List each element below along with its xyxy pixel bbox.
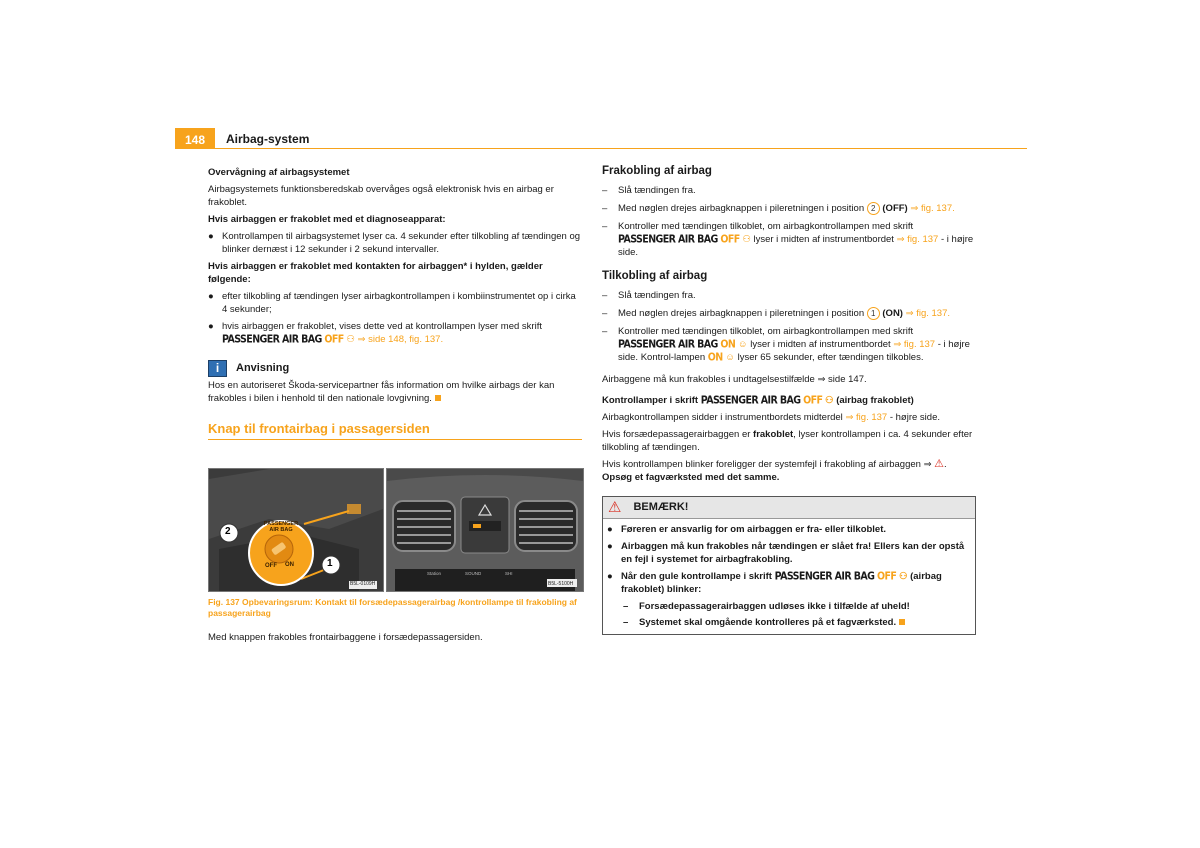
airbag-off-icon: ⚇ (346, 334, 355, 345)
running-title: Airbag-system (226, 132, 310, 146)
passenger-airbag-label: PASSENGER AIR BAG (222, 333, 322, 346)
special-text: Airbaggene må kun frakobles i undtagelsestilfælde ⇒ side 147. (602, 374, 867, 385)
warning-box (602, 496, 976, 635)
warning-triangle-icon: ⚠ (934, 458, 945, 470)
ref-link[interactable]: ⇒ fig. 137 (896, 234, 939, 245)
radio-label-2: SOUND (465, 571, 482, 576)
note-heading: i Anvisning (208, 360, 582, 377)
ref-link[interactable]: ⇒ side 148, fig. 137. (357, 334, 444, 345)
list-item: – Forsædepassagerairbaggen udløses ikke i tilfælde af uheld! (623, 601, 910, 612)
list-item: – Slå tændingen fra. (602, 185, 696, 196)
off-heading: Frakobling af airbag (602, 165, 712, 177)
position-2-icon: 2 (867, 202, 880, 215)
note-text: Hos en autoriseret Škoda-servicepartner fås information om hvilke airbags der kan frakobles i bilen i henhold til den nationale lovgivning. (208, 380, 555, 404)
warning-header: ⚠ BEMÆRK! (603, 497, 975, 519)
ref-link[interactable]: ⇒ fig. 137 (845, 412, 888, 423)
switch-label-1: PASSENGER (263, 521, 299, 527)
callout-1: 1 (327, 558, 333, 569)
bullet-icon: ● (208, 321, 214, 332)
bullet-icon: ● (208, 231, 214, 242)
end-square-icon (899, 619, 905, 625)
figure-code-1: B5L-0109H (350, 581, 376, 587)
caption-text: Med knappen frakobles frontairbaggene i forsædepassagersiden. (208, 632, 483, 643)
info-icon: i (208, 360, 227, 377)
list-item: – Med nøglen drejes airbagknappen i pileretningen i position 2 (OFF) ⇒ fig. 137. (602, 203, 955, 214)
warning-triangle-icon: ⚠ (608, 499, 622, 516)
off-label: OFF (324, 333, 344, 346)
airbag-off-icon: ⚇ (742, 234, 751, 245)
ref-link[interactable]: ⇒ fig. 137. (910, 203, 955, 214)
blink-text: Hvis kontrollampen blinker foreligger der systemfejl i frakobling af airbaggen ⇒ ⚠. Opsøg et fagværksted med det samme. (602, 458, 947, 483)
diag-title: Hvis airbaggen er frakoblet med et diagnoseapparat: (208, 214, 446, 225)
ref-link[interactable]: ⇒ fig. 137 (893, 339, 936, 350)
figure-glovebox (208, 468, 384, 592)
seat-text: Hvis forsædepassagerairbaggen er frakoblet, lyser kontrollampen i ca. 4 sekunder efter tilkobling af tændingen. (602, 429, 973, 453)
list-item: – Systemet skal omgående kontrolleres på et fagværksted. (607, 616, 971, 629)
airbag-off-icon: ⚇ (825, 395, 834, 406)
end-square-icon (435, 395, 441, 401)
position-1-icon: 1 (867, 307, 880, 320)
list-item: ● efter tilkobling af tændingen lyser airbagkontrollampen i kombiinstrumentet op i cirka 4 sekunder; (208, 291, 576, 315)
list-item: ● hvis airbaggen er frakoblet, vises dette ved at kontrollampen lyser med skrift PASSENGER AIR BAG OFF ⚇ ⇒ side 148, fig. 137. (208, 321, 542, 346)
list-item: – Kontroller med tændingen tilkoblet, om airbagkontrollampen med skrift PASSENGER AIR BAG OFF ⚇ lyser i midten af instrumentbordet ⇒ fig. 137 - i højre side. (602, 221, 974, 258)
radio-label-3: SHI (505, 571, 513, 576)
contact-title: Hvis airbaggen er frakoblet med kontakten for airbaggen* i hylden, gælder følgende: (208, 261, 543, 285)
figure-dashboard (386, 468, 584, 592)
list-item: ● Føreren er ansvarlig for om airbaggen er fra- eller tilkoblet. (607, 524, 887, 535)
monitoring-text: Airbagsystemets funktionsberedskab overvåges også elektronisk hvis en airbag er frakoblet. (208, 184, 554, 208)
list-item: – Slå tændingen fra. (602, 290, 696, 301)
bullet-icon: ● (208, 291, 214, 302)
switch-off-label: OFF (265, 563, 277, 569)
radio-label-1: Station (427, 571, 442, 576)
left-column (208, 166, 582, 440)
dashboard-illustration (387, 469, 583, 591)
figure-caption: Fig. 137 Opbevaringsrum: Kontakt til forsædepassagerairbag /kontrollampe til frakobling af passagerairbag (208, 597, 577, 618)
figure-code-2: B5L-5100H (548, 581, 574, 587)
airbag-on-icon: ☺ (725, 352, 735, 363)
callout-2: 2 (225, 526, 231, 537)
airbag-off-icon: ⚇ (898, 571, 908, 582)
section-heading: Knap til frontairbag i passagersiden (208, 422, 582, 440)
lamps-text: Airbagkontrollampen sidder i instrumentbordets midterdel ⇒ fig. 137 - højre side. (602, 412, 940, 423)
monitoring-title: Overvågning af airbagsystemet (208, 167, 350, 178)
list-item: ● Når den gule kontrollampe i skrift PASSENGER AIR BAG OFF ⚇ (airbag frakoblet) blinker: (607, 570, 942, 595)
switch-on-label: ON (285, 562, 294, 568)
list-item: – Med nøglen drejes airbagknappen i pileretningen i position 1 (ON) ⇒ fig. 137. (602, 308, 951, 319)
ref-link[interactable]: ⇒ fig. 137. (905, 308, 951, 319)
list-item: ● Kontrollampen til airbagsystemet lyser ca. 4 sekunder efter tilkobling af tændingen og blinker dernæst i 12 sekunder i 2 sekund intervaller. (208, 231, 581, 255)
page-number: 148 (175, 128, 215, 149)
list-item: – Kontroller med tændingen tilkoblet, om airbagkontrollampen med skrift PASSENGER AIR BAG ON ☺ lyser i midten af instrumentbordet ⇒ fig. 137 - i højre side. Kontrol-lampen ON ☺ lyser 65 sekunder, efter tændingen tilkobles. (602, 326, 970, 364)
list-item: ● Airbaggen må kun frakobles når tændingen er slået fra! Ellers kan der opstå en fejl i systemet for airbagfrakobling. (607, 541, 965, 565)
switch-label-2: AIR BAG (269, 527, 293, 533)
lamps-heading: Kontrollamper i skrift PASSENGER AIR BAG OFF ⚇ (airbag frakoblet) (602, 394, 914, 407)
right-column (602, 165, 976, 635)
header-rule (175, 148, 1027, 149)
airbag-on-icon: ☺ (737, 339, 748, 350)
on-heading: Tilkobling af airbag (602, 270, 708, 282)
